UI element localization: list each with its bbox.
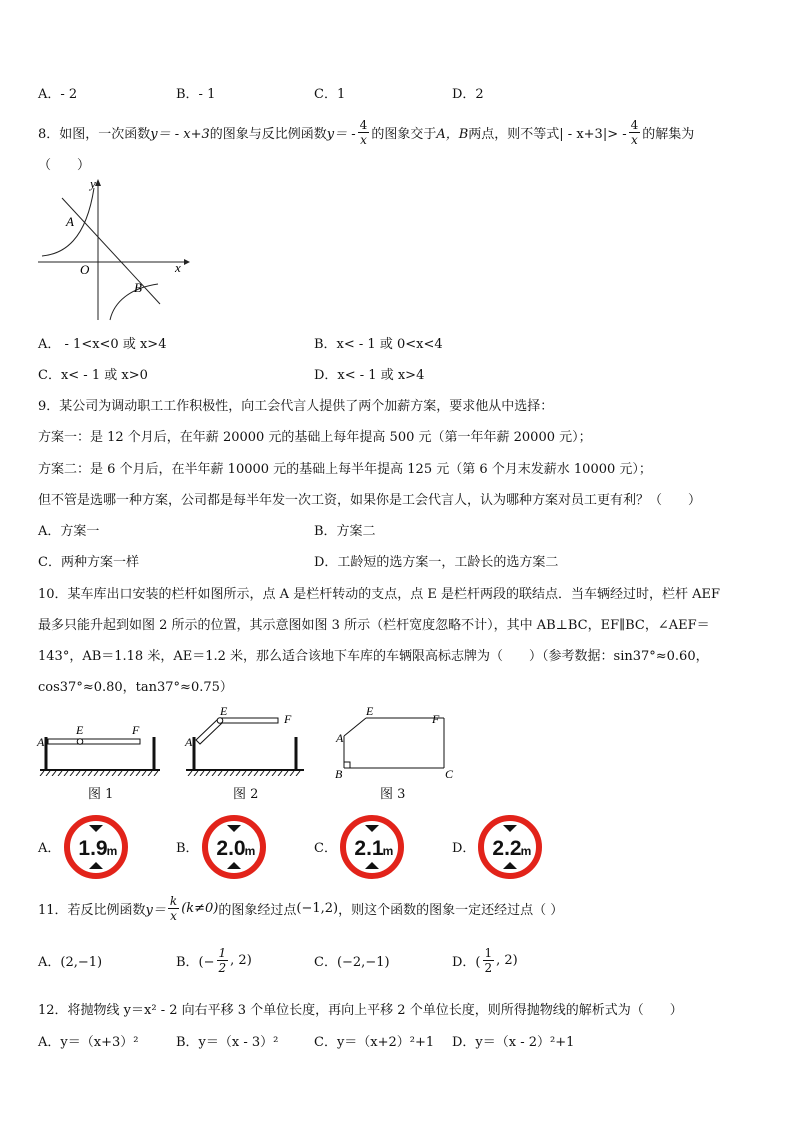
figure-2-caption: 图 2 [233, 787, 259, 802]
q11-end: ，则这个函数的图象一定还经过点（ ） [338, 902, 564, 918]
q9-option-b: B．方案二 [314, 524, 376, 539]
fig1-label-a: A [37, 735, 45, 749]
linear-function-line [62, 198, 160, 304]
graph-label-x: x [175, 260, 181, 275]
q8-mid3: 两点，则不等式| - x+3|> - [468, 126, 627, 142]
fig1-label-f: F [132, 723, 140, 737]
fig1-label-e: E [76, 723, 84, 737]
q11-point: (−1,2) [296, 900, 339, 916]
q12-stem: 12．将抛物线 y＝x² - 2 向右平移 3 个单位长度，再向上平移 2 个单位长度，则所得抛物线的解析式为（ ） [38, 1003, 683, 1018]
sign-value: 1.9 [78, 837, 108, 860]
q11-option-d-fraction: $\frac{1}{2}$ [484, 945, 493, 975]
fig2-label-e: E [220, 704, 228, 718]
q8-fraction-2: $\frac{4}{x}$ [630, 117, 639, 147]
q11-pre: 11．若反比例函数 [38, 902, 146, 918]
q10-option-d-label: D． [452, 841, 476, 856]
graph-label-origin: O [80, 262, 90, 277]
height-limit-sign-a [64, 815, 128, 879]
q12-option-b: B．y＝（x - 3）² [176, 1035, 279, 1050]
q11-fraction: $\frac{k}{x}$ [169, 893, 178, 923]
q7-option-a: A．- 2 [38, 87, 78, 102]
q11-option-d: D．( $\frac{1}{2}$ , 2) [452, 945, 518, 975]
q7-option-c: C．1 [314, 87, 346, 102]
q8-graph [34, 176, 194, 326]
q8-eq1: y＝ - x+3 [150, 126, 210, 142]
fig3-label-c: C [445, 767, 454, 781]
sign-value: 2.0 [216, 837, 246, 860]
q8-fraction-1: $\frac{4}{x}$ [359, 117, 368, 147]
height-limit-sign-d [478, 815, 542, 879]
q10-line-3: 143°，AB＝1.18 米，AE＝1.2 米，那么适合该地下车库的车辆限高标志牌为（ ）（参考数据：sin37°≈0.60， [38, 649, 709, 664]
fig3-label-e: E [366, 706, 374, 718]
figure-1-barrier-down [36, 712, 162, 776]
q8-option-b: B．x< - 1 或 0<x<4 [314, 337, 443, 352]
sign-unit: m [244, 844, 256, 858]
graph-label-y: y [90, 176, 96, 191]
q8-stem [38, 114, 694, 150]
q9-line-4: 但不管是选哪一种方案，公司都是每半年发一次工资，如果你是工会代言人，认为哪种方案对员工更有利？（ ） [38, 493, 702, 508]
x-axis-arrow [184, 259, 190, 265]
q10-line-1: 10．某车库出口安装的栏杆如图所示，点 A 是栏杆转动的支点，点 E 是栏杆两段的联结点．当车辆经过时，栏杆 AEF [38, 587, 720, 602]
figure-3-schematic [332, 706, 460, 782]
sign-unit: m [520, 844, 532, 858]
q11-option-a: A．(2,−1) [38, 955, 103, 970]
q9-option-c: C．两种方案一样 [38, 555, 139, 570]
q8-pre: 8．如图，一次函数 [38, 126, 151, 142]
q9-line-1: 9．某公司为调动职工工作积极性，向工会代言人提供了两个加薪方案，要求他从中选择： [38, 399, 554, 414]
q11-option-b-fraction: $\frac{1}{2}$ [218, 945, 227, 975]
q11-condition: (k≠0) [181, 900, 219, 916]
q12-option-d: D．y＝（x - 2）²+1 [452, 1035, 575, 1050]
q8-option-a: A． - 1<x<0 或 x>4 [38, 337, 167, 352]
q11-option-c: C．(−2,−1) [314, 955, 390, 970]
y-axis-arrow [95, 179, 101, 186]
graph-label-a: A [66, 214, 74, 229]
q8-eq2: y＝ - [326, 126, 356, 142]
q8-end: 的解集为 [642, 126, 695, 142]
q9-line-3: 方案二：是 6 个月后，在半年薪 10000 元的基础上每半年提高 125 元（第 6 个月末发薪水 10000 元）； [38, 462, 652, 477]
q10-line-2: 最多只能升起到如图 2 所示的位置，其示意图如图 3 所示（栏杆宽度忽略不计），其中 AB⊥BC，EF∥BC，∠AEF＝ [38, 618, 710, 633]
height-limit-sign-c [340, 815, 404, 879]
q9-option-d: D．工龄短的选方案一，工龄长的选方案二 [314, 555, 559, 570]
q11-mid: 的图象经过点 [218, 902, 297, 918]
figure-2-barrier-raised [184, 704, 308, 776]
fig2-label-f: F [284, 712, 292, 726]
q10-option-a-label: A． [38, 841, 61, 856]
q8-option-c: C．x< - 1 或 x>0 [38, 368, 148, 383]
q8-mid1: 的图象与反比例函数 [209, 126, 327, 142]
q11-y: y＝ [145, 902, 166, 918]
q9-line-2: 方案一：是 12 个月后，在年薪 20000 元的基础上每年提高 500 元（第一年年薪 20000 元）； [38, 430, 592, 445]
fig2-label-a: A [185, 735, 193, 749]
sign-unit: m [382, 844, 394, 858]
q8-answer-paren: （ ） [38, 158, 91, 173]
figure-1-caption: 图 1 [88, 787, 114, 802]
q7-option-d: D．2 [452, 87, 484, 102]
q11-option-b: B．(− $\frac{1}{2}$ , 2) [176, 945, 252, 975]
q12-option-a: A．y＝（x+3）² [38, 1035, 139, 1050]
sign-value: 2.1 [354, 837, 384, 860]
q7-option-b: B．- 1 [176, 87, 216, 102]
q8-option-d: D．x< - 1 或 x>4 [314, 368, 425, 383]
fig3-label-f: F [432, 712, 440, 726]
figure-3-caption: 图 3 [380, 787, 406, 802]
sign-unit: m [106, 844, 118, 858]
q8-points: A，B [436, 126, 469, 142]
fig3-label-a: A [336, 731, 344, 745]
fig3-label-b: B [335, 767, 343, 781]
graph-label-b: B [134, 280, 142, 295]
q11-stem [38, 890, 563, 926]
q12-option-c: C．y＝（x+2）²+1 [314, 1035, 435, 1050]
q10-option-b-label: B． [176, 841, 199, 856]
q9-option-a: A．方案一 [38, 524, 100, 539]
q8-mid2: 的图象交于 [371, 126, 437, 142]
sign-value: 2.2 [492, 837, 522, 860]
q10-line-4: cos37°≈0.80，tan37°≈0.75） [38, 680, 233, 695]
q10-option-c-label: C． [314, 841, 337, 856]
height-limit-sign-b [202, 815, 266, 879]
